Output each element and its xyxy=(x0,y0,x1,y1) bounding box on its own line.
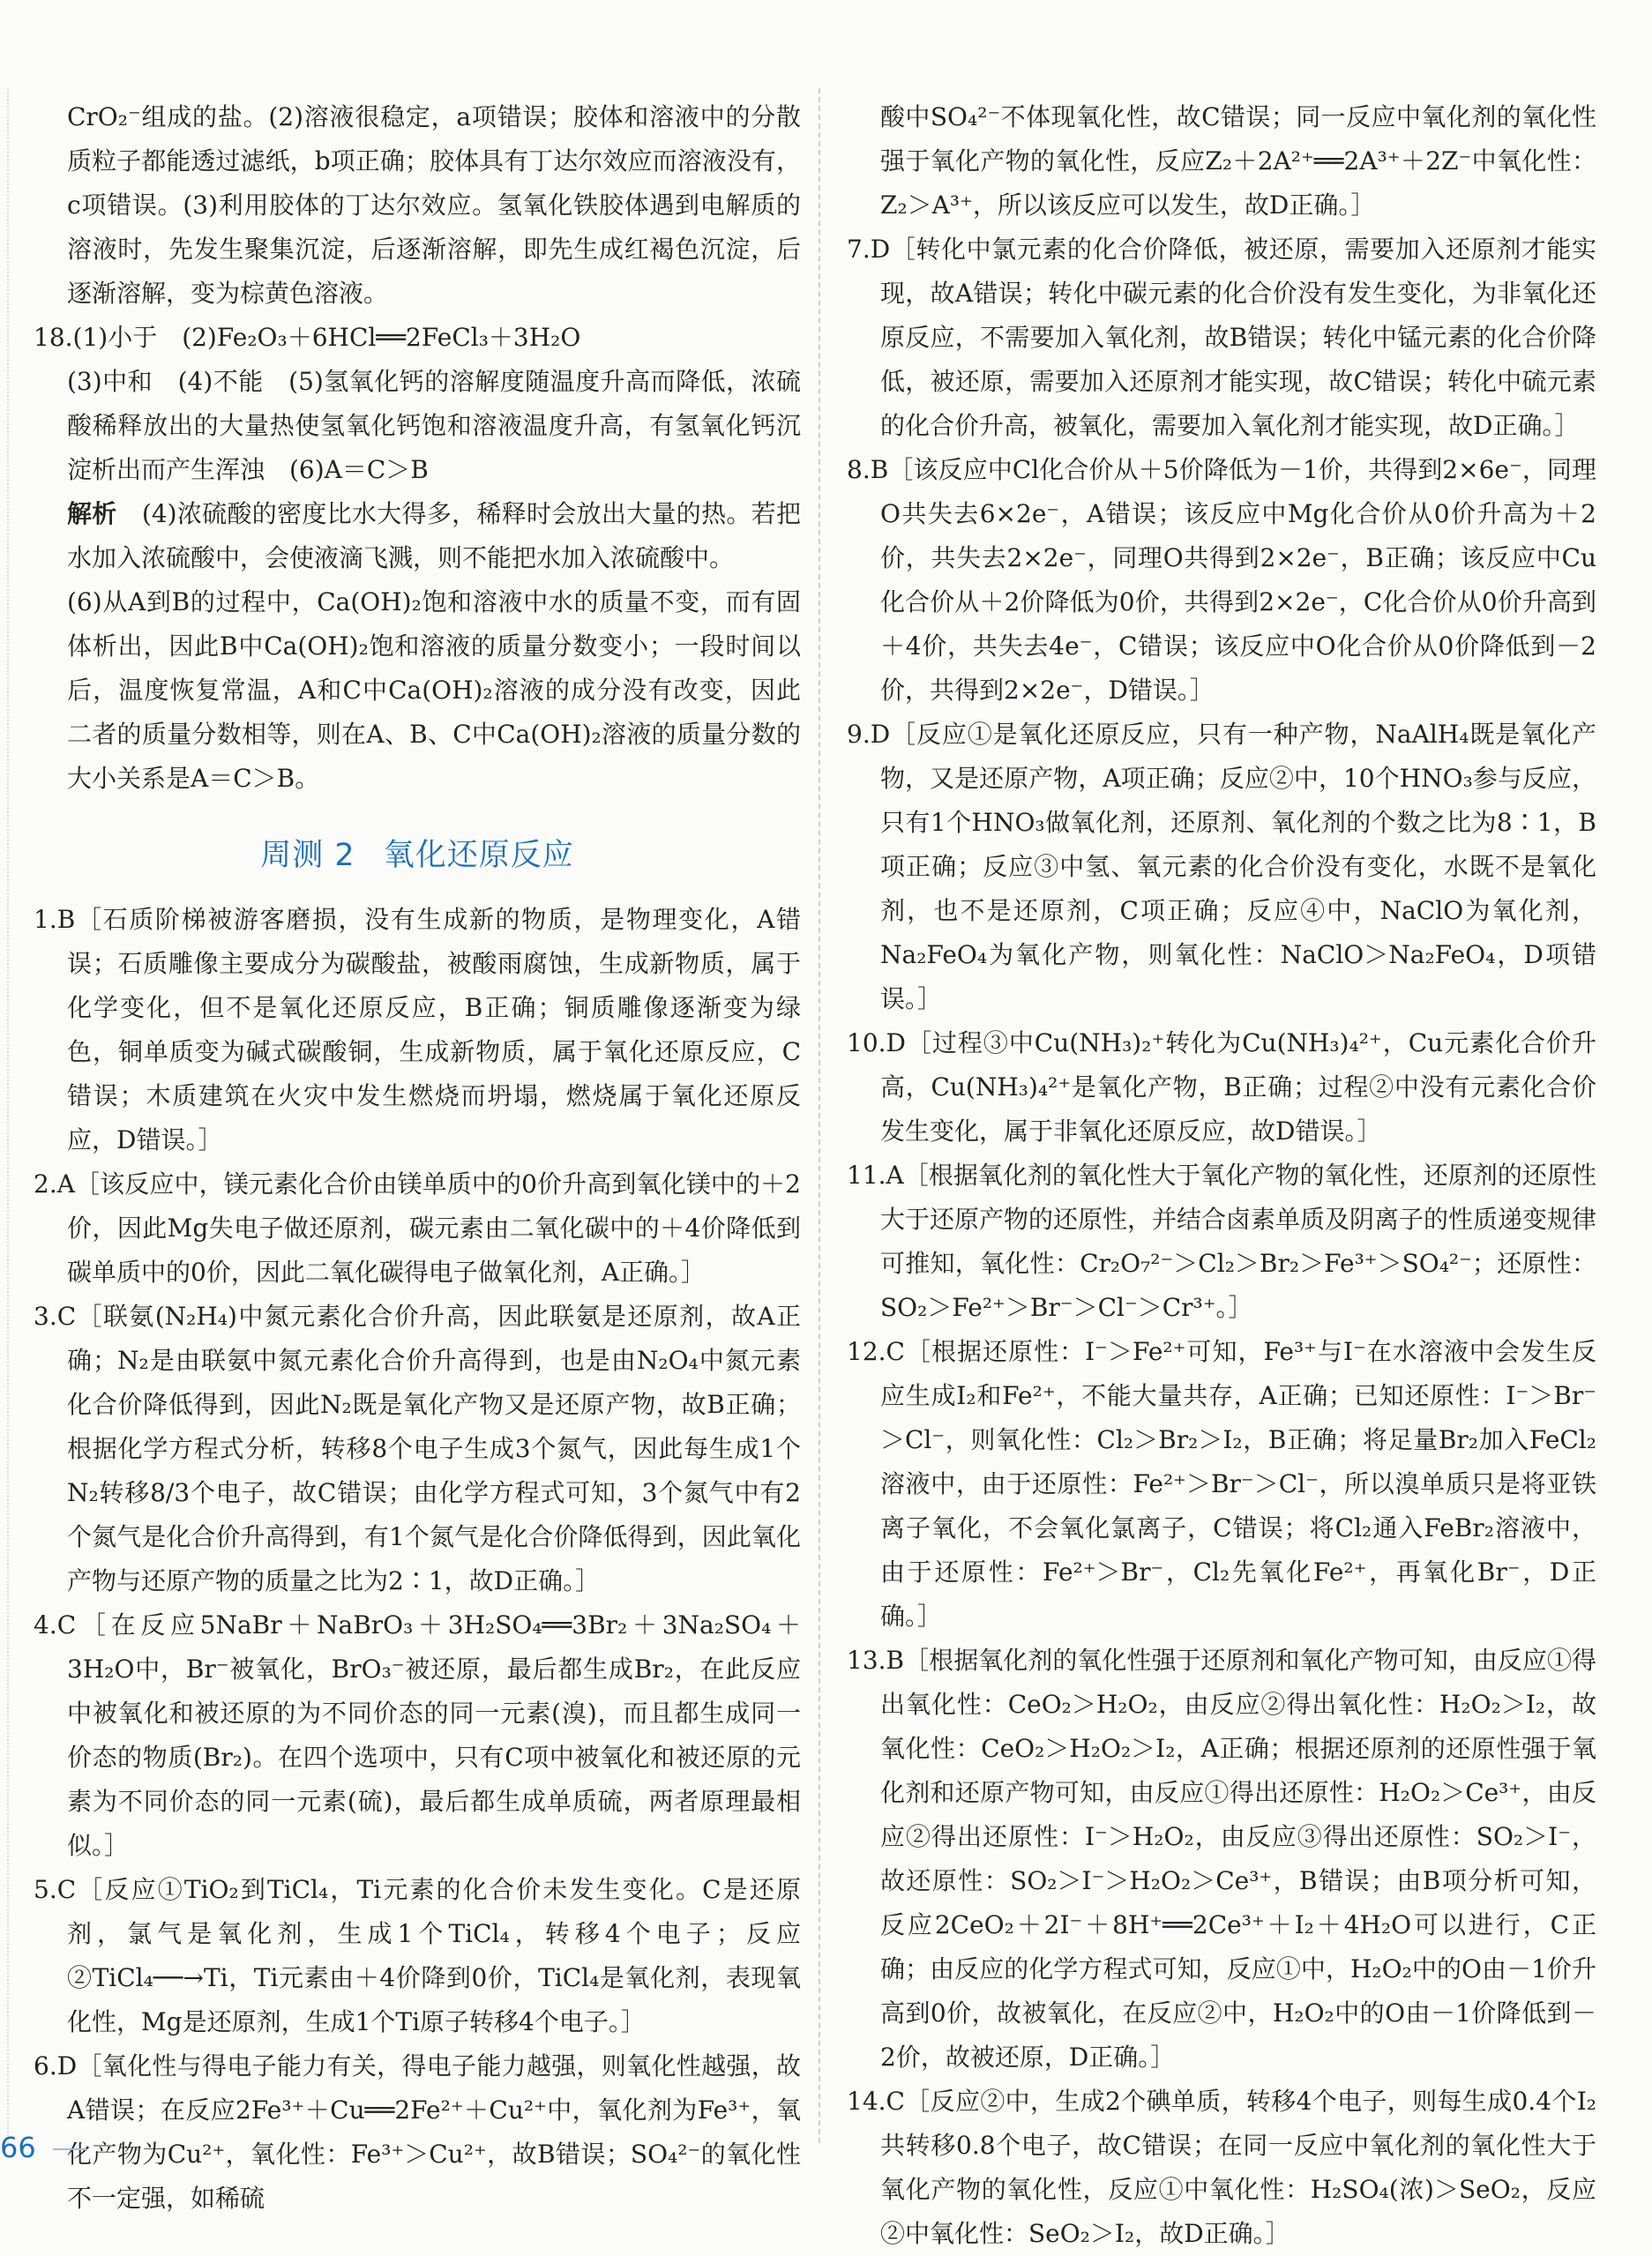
answer-12: 12.C［根据还原性：I⁻＞Fe²⁺可知，Fe³⁺与I⁻在水溶液中会发生反应生成I₂和Fe²⁺，不能大量共存，A正确；已知还原性：I⁻＞Br⁻＞Cl⁻，则氧化性：Cl₂＞Br₂＞I₂，B正确；将足量Br₂加入FeCl₂溶液中，由于还原性：Fe²⁺＞Br⁻＞Cl⁻，所以溴单质只是将亚铁离子氧化，不会氧化氯离子，C错误；将Cl₂通入FeBr₂溶液中，由于还原性：Fe²⁺＞Br⁻，Cl₂先氧化Fe²⁺，再氧化Br⁻，D正确。］ xyxy=(847,1337,1596,1631)
section-title-topic: 氧化还原反应 xyxy=(383,838,574,873)
analysis-label: 解析 xyxy=(67,499,117,528)
answer-17-continuation: CrO₂⁻组成的盐。(2)溶液很稳定，a项错误；胶体和溶液中的分散质粒子都能透过滤纸，b项正确；胶体具有丁达尔效应而溶液没有，c项错误。(3)利用胶体的丁达尔效应。氢氧化铁胶体遇到电解质的溶液时，先发生聚集沉淀，后逐渐溶解，即先生成红褐色沉淀，后逐渐溶解，变为棕黄色溶液。 xyxy=(67,102,801,308)
answer-9: 9.D［反应①是氧化还原反应，只有一种产物，NaAlH₄既是氧化产物，又是还原产物，A项正确；反应②中，10个HNO₃参与反应，只有1个HNO₃做氧化剂，还原剂、氧化剂的个数之比为8∶1，B项正确；反应③中氢、氧元素的化合价没有变化，水既不是氧化剂，也不是还原剂，C项正确；反应④中，NaClO为氧化剂，Na₂FeO₄为氧化产物，则氧化性：NaClO＞Na₂FeO₄，D项错误。］ xyxy=(847,720,1596,1013)
answer-8: 8.B［该反应中Cl化合价从＋5价降低为－1价，共得到2×6e⁻，同理O共失去6×2e⁻，A错误；该反应中Mg化合价从0价升高为＋2价，共失去2×2e⁻，同理O共得到2×2e⁻，B正确；该反应中Cu化合价从＋2价降低为0价，共得到2×2e⁻，C化合价从0价升高到＋4价，共失去4e⁻，C错误；该反应中O化合价从0价降低到－2价，共得到2×2e⁻，D错误。］ xyxy=(847,455,1596,705)
answer-11: 11.A［根据氧化剂的氧化性大于氧化产物的氧化性，还原剂的还原性大于还原产物的还原性，并结合卤素单质及阴离子的性质递变规律可推知，氧化性：Cr₂O₇²⁻＞Cl₂＞Br₂＞Fe³⁺＞SO₄²⁻；还原性：SO₂＞Fe²⁺＞Br⁻＞Cl⁻＞Cr³⁺。］ xyxy=(847,1161,1597,1322)
answer-14: 14.C［反应②中，生成2个碘单质，转移4个电子，则每生成0.4个I₂共转移0.8个电子，故C错误；在同一反应中氧化剂的氧化性大于氧化产物的氧化性，反应①中氧化性：H₂SO₄(浓)＞SeO₂，反应②中氧化性：SeO₂＞I₂，故D正确。］ xyxy=(847,2087,1596,2248)
left-column xyxy=(34,95,801,2221)
page-number-rule xyxy=(53,2148,86,2150)
answer-3: 3.C［联氨(N₂H₄)中氮元素化合价升高，因此联氨是还原剂，故A正确；N₂是由联氨中氮元素化合价升高得到，也是由N₂O₄中氮元素化合价降低得到，因此N₂既是氧化产物又是还原产物，故B正确；根据化学方程式分析，转移8个电子生成3个氮气，因此每生成1个N₂转移8/3个电子，故C错误；由化学方程式可知，3个氮气中有2个氮气是化合价升高得到，有1个氮气是化合价降低得到，因此氧化产物与还原产物的质量之比为2∶1，故D正确。］ xyxy=(34,1302,801,1595)
analysis-paragraph-2: (6)从A到B的过程中，Ca(OH)₂饱和溶液中水的质量不变，而有固体析出，因此B中Ca(OH)₂饱和溶液的质量分数变小；一段时间以后，温度恢复常温，A和C中Ca(OH)₂溶液的成分没有改变，因此二者的质量分数相等，则在A、B、C中Ca(OH)₂溶液的质量分数的大小关系是A＝C＞B。 xyxy=(67,587,801,793)
answer-2: 2.A［该反应中，镁元素化合价由镁单质中的0价升高到氧化镁中的＋2价，因此Mg失电子做还原剂，碳元素由二氧化碳中的＋4价降低到碳单质中的0价，因此二氧化碳得电子做氧化剂，A正确。］ xyxy=(34,1169,801,1287)
answer-6-continuation: 酸中SO₄²⁻不体现氧化性，故C错误；同一反应中氧化剂的氧化性强于氧化产物的氧化性，反应Z₂＋2A²⁺══2A³⁺＋2Z⁻中氧化性：Z₂＞A³⁺，所以该反应可以发生，故D正确。］ xyxy=(880,102,1596,220)
answer-1: 1.B［石质阶梯被游客磨损，没有生成新的物质，是物理变化，A错误；石质雕像主要成分为碳酸盐，被酸雨腐蚀，生成新物质，属于化学变化，但不是氧化还原反应，B正确；铜质雕像逐渐变为绿色，铜单质变为碱式碳酸铜，生成新物质，属于氧化还原反应，C错误；木质建筑在火灾中发生燃烧而坍塌，燃烧属于氧化还原反应，D错误。］ xyxy=(34,905,801,1154)
answer-4: 4.C［在反应5NaBr＋NaBrO₃＋3H₂SO₄══3Br₂＋3Na₂SO₄＋3H₂O中，Br⁻被氧化，BrO₃⁻被还原，最后都生成Br₂，在此反应中被氧化和被还原的为不同价态的同一元素(溴)，而且都生成同一价态的物质(Br₂)。在四个选项中，只有C项中被氧化和被还原的元素为不同价态的同一元素(硫)，最后都生成单质硫，两者原理最相似。］ xyxy=(34,1610,801,1860)
answer-6: 6.D［氧化性与得电子能力有关，得电子能力越强，则氧化性越强，故A错误；在反应2Fe³⁺＋Cu══2Fe²⁺＋Cu²⁺中，氧化剂为Fe³⁺，氧化产物为Cu²⁺，氧化性：Fe³⁺＞Cu²⁺，故B错误；SO₄²⁻的氧化性不一定强，如稀硫 xyxy=(34,2051,801,2213)
answer-10: 10.D［过程③中Cu(NH₃)₂⁺转化为Cu(NH₃)₄²⁺，Cu元素化合价升高，Cu(NH₃)₄²⁺是氧化产物，B正确；过程②中没有元素化合价发生变化，属于非氧化还原反应，故D错误。］ xyxy=(847,1028,1596,1146)
section-title-number: 周测 2 xyxy=(260,838,355,873)
section-title xyxy=(34,831,801,875)
margin-guide-line xyxy=(7,88,9,2143)
analysis-text: (4)浓硫酸的密度比水大得多，稀释时会放出大量的热。若把水加入浓硫酸中，会使液滴飞溅，则不能把水加入浓硫酸中。 xyxy=(67,499,801,572)
answer-5: 5.C［反应①TiO₂到TiCl₄，Ti元素的化合价未发生变化。C是还原剂，氯气是氧化剂，生成1个TiCl₄，转移4个电子；反应②TiCl₄──→Ti，Ti元素由＋4价降到0价，TiCl₄是氧化剂，表现氧化性，Mg是还原剂，生成1个Ti原子转移4个电子。］ xyxy=(34,1875,801,2036)
page-number: 66 xyxy=(0,2131,36,2164)
answer-13: 13.B［根据氧化剂的氧化性强于还原剂和氧化产物可知，由反应①得出氧化性：CeO₂＞H₂O₂，由反应②得出氧化性：H₂O₂＞I₂，故氧化性：CeO₂＞H₂O₂＞I₂，A正确；根据还原剂的还原性强于氧化剂和还原产物可知，由反应①得出还原性：H₂O₂＞Ce³⁺，由反应②得出还原性：I⁻＞H₂O₂，由反应③得出还原性：SO₂＞I⁻，故还原性：SO₂＞I⁻＞H₂O₂＞Ce³⁺，B错误；由B项分析可知，反应2CeO₂＋2I⁻＋8H⁺══2Ce³⁺＋I₂＋4H₂O可以进行，C正确；由反应的化学方程式可知，反应①中，H₂O₂中的O由－1价升高到0价，故被氧化，在反应②中，H₂O₂中的O由－1价降低到－2价，故被还原，D正确。］ xyxy=(847,1646,1596,2072)
answer-18-line-1: 18.(1)小于 (2)Fe₂O₃＋6HCl══2FeCl₃＋3H₂O xyxy=(34,323,581,352)
analysis-paragraph-1 xyxy=(34,492,801,580)
column-divider xyxy=(819,88,820,2143)
right-column xyxy=(847,95,1596,2256)
answer-18-line-2: (3)中和 (4)不能 (5)氢氧化钙的溶解度随温度升高而降低，浓硫酸稀释放出的大量热使氢氧化钙饱和溶液温度升高，有氢氧化钙沉淀析出而产生浑浊 (6)A＝C＞B xyxy=(67,367,801,484)
answer-7: 7.D［转化中氯元素的化合价降低，被还原，需要加入还原剂才能实现，故A错误；转化中碳元素的化合价没有发生变化，为非氧化还原反应，不需要加入氧化剂，故B错误；转化中锰元素的化合价降低，被还原，需要加入还原剂才能实现，故C错误；转化中硫元素的化合价升高，被氧化，需要加入氧化剂才能实现，故D正确。］ xyxy=(847,235,1596,440)
